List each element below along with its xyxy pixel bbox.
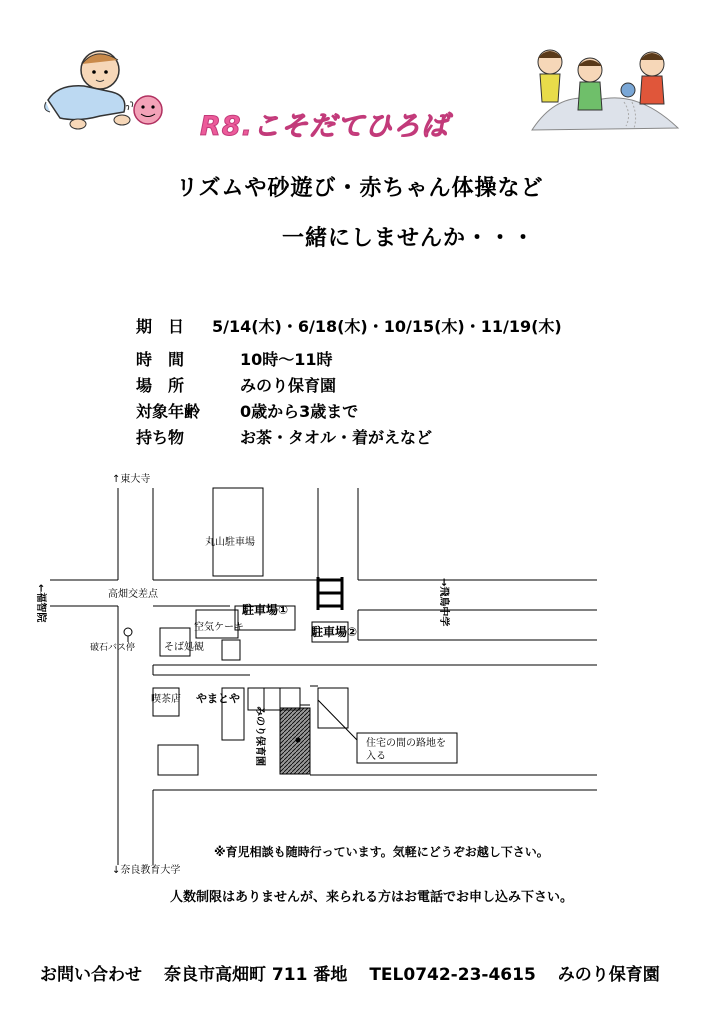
address: 奈良市高畑町 711 番地 — [164, 965, 348, 985]
dates-label: 期 日 — [136, 317, 185, 336]
limit-note: 人数制限はありませんが、来られる方はお電話でお申し込み下さい。 — [170, 890, 574, 905]
bus-stop-label: 破石バス停 — [90, 643, 136, 653]
alley — [300, 686, 318, 705]
house-d — [318, 688, 348, 728]
consult-note: ※育児相談も随時行っています。気軽にどうぞお越し下さい。 — [214, 845, 549, 859]
smiley-ball-icon — [124, 92, 164, 128]
parking2-label: 駐車場② — [311, 625, 358, 639]
alley-note-line1: 住宅の間の路地を — [366, 738, 446, 749]
maruyama-label: 丸山駐車場 — [205, 537, 255, 548]
age-label: 対象年齢 — [136, 402, 201, 421]
minori-map-label: みのり保育園 — [254, 706, 265, 766]
org-name: みのり保育園 — [557, 965, 660, 985]
event-title: R8.こそだてひろば — [200, 111, 449, 142]
house-c — [280, 688, 300, 710]
house-b — [264, 688, 280, 710]
contact-footer — [40, 960, 682, 985]
bring-value: お茶・タオル・着がえなど — [240, 428, 433, 447]
alley-note-line2: 入る — [366, 751, 386, 762]
block-building — [222, 640, 240, 660]
subtitle-line-2: 一緒にしませんか・・・ — [282, 226, 536, 251]
time-label: 時 間 — [136, 350, 185, 369]
todaiji-label: ↑東大寺 — [112, 474, 151, 485]
dates-value: 5/14(木)・6/18(木)・10/15(木)・11/19(木) — [212, 317, 562, 336]
access-map — [0, 460, 724, 880]
soba-label: そば処観 — [164, 642, 204, 653]
takabatake-label: 高畑交差点 — [108, 589, 158, 600]
fukuchiin-label: ←福智院 — [35, 584, 46, 623]
bring-label: 持ち物 — [136, 428, 185, 447]
yamatoya-label: やまとや — [196, 692, 240, 705]
lower-left-building — [158, 745, 198, 775]
place-label: 場 所 — [136, 376, 185, 395]
bus-stop-icon — [124, 628, 132, 636]
contact-label: お問い合わせ — [40, 965, 142, 985]
kissaten-label: 喫茶店 — [151, 694, 181, 705]
place-value: みのり保育園 — [240, 376, 337, 395]
sand-play-kids-illustration — [528, 40, 684, 136]
asuka-jhs-label: →飛鳥中学 — [438, 578, 449, 627]
road-lines — [50, 488, 597, 865]
nara-edu-label: ↓奈良教育大学 — [112, 865, 181, 876]
subtitle-line-1: リズムや砂遊び・赤ちゃん体操など — [176, 176, 544, 201]
maruyama-parking-building — [213, 488, 263, 576]
time-value: 10時～11時 — [240, 350, 333, 369]
crosswalk — [318, 577, 342, 610]
kuukicake-label: 空気ケーキ — [194, 622, 244, 633]
tel-link[interactable]: TEL0742-23-4615 — [369, 965, 536, 985]
age-value: 0歳から3歳まで — [240, 402, 359, 421]
parking1-label: 駐車場① — [242, 603, 289, 617]
